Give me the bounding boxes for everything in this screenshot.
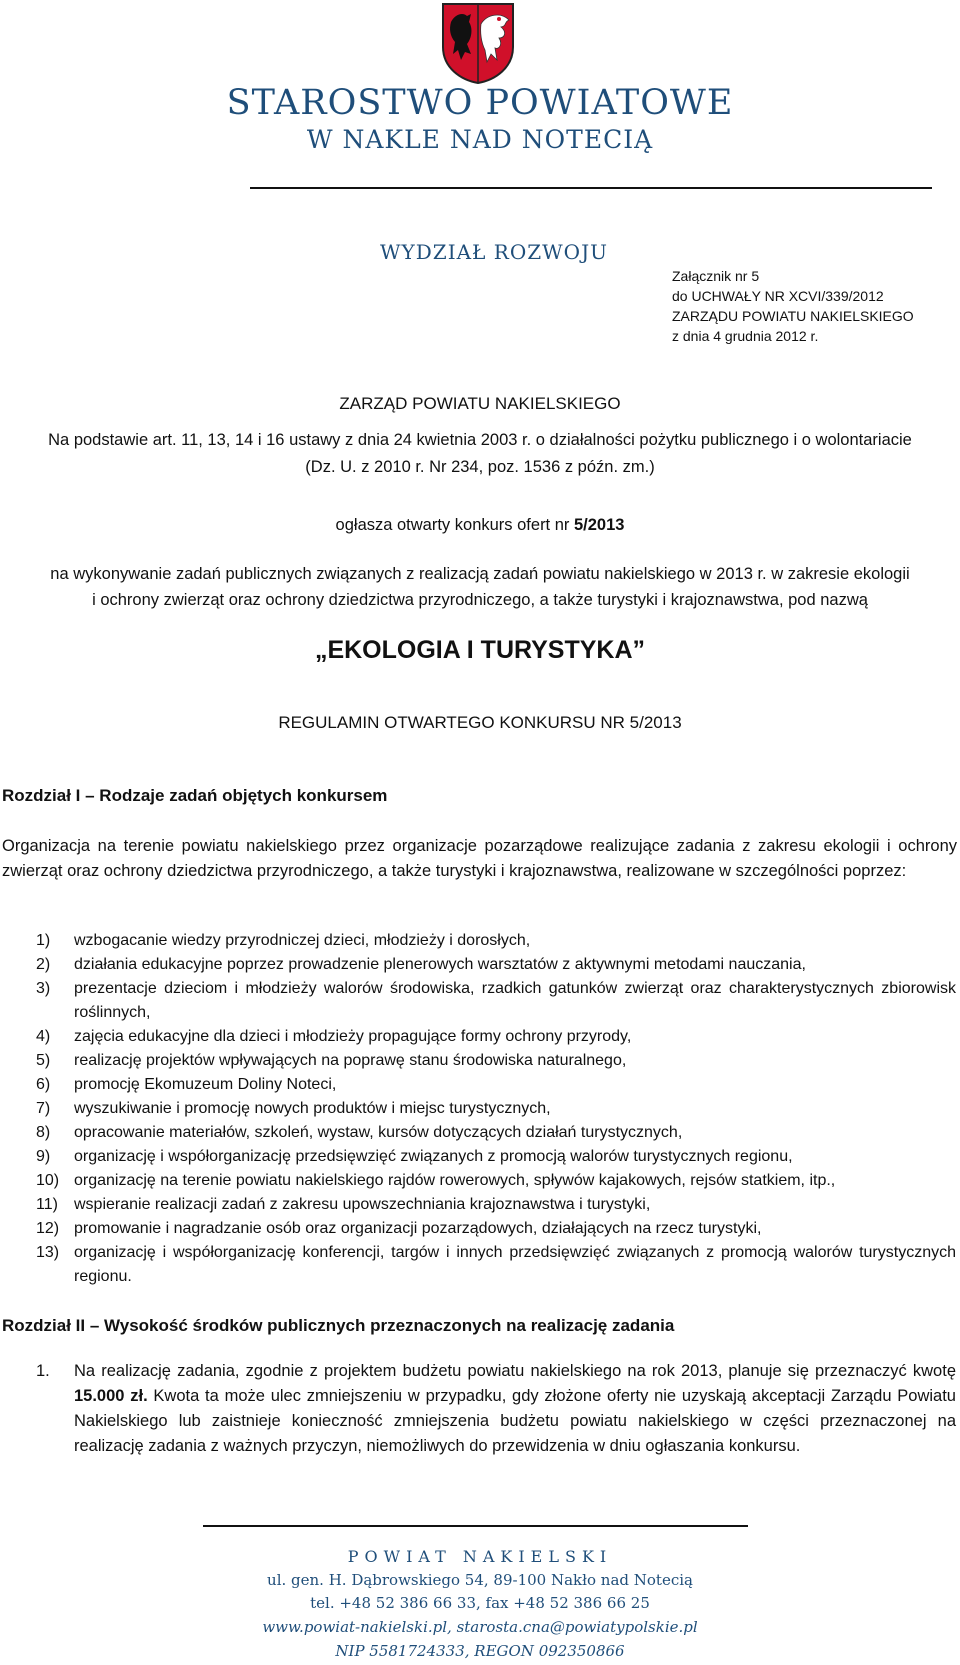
list-text: organizację na terenie powiatu nakielskiego rajdów rowerowych, spływów kajakowych, rejsów statkiem, itp.,	[74, 1172, 836, 1189]
funding-text: Kwota ta może ulec zmniejszeniu w przypadku, gdy złożone oferty nie uzyskają akceptacji Zarządu Powiatu Nakielskiego lub zaistnieje konieczność zmniejszenia budżetu powiatu nakielskiego w części przeznaczonej na realizację zadania z ważnych przyczyn, niemożliwych do przewidzenia w dniu ogłaszania konkursu.	[74, 1387, 956, 1455]
annex-line: ZARZĄDU POWIATU NAKIELSKIEGO	[672, 308, 914, 324]
list-text: promocję Ekomuzeum Doliny Noteci,	[74, 1076, 337, 1093]
list-text: działania edukacyjne poprzez prowadzenie plenerowych warsztatów z aktywnymi metodami nauczania,	[74, 956, 806, 973]
task-list	[36, 929, 956, 1289]
funding-list	[36, 1359, 956, 1459]
list-item	[36, 953, 956, 977]
list-item	[36, 1025, 956, 1049]
list-text	[74, 1359, 956, 1459]
coat-of-arms-logo	[441, 2, 515, 85]
list-number: 11)	[36, 1196, 58, 1213]
list-number: 7)	[36, 1100, 51, 1117]
list-item	[36, 1217, 956, 1241]
list-item	[36, 929, 956, 953]
annex-line: do UCHWAŁY NR XCVI/339/2012	[672, 288, 884, 304]
legal-basis-line: (Dz. U. z 2010 r. Nr 234, poz. 1536 z późn. zm.)	[305, 458, 655, 476]
list-text: zajęcia edukacyjne dla dzieci i młodzieży propagujące formy ochrony przyrody,	[74, 1028, 632, 1045]
list-item	[36, 1049, 956, 1073]
chapter-heading: Rozdział I – Rodzaje zadań objętych konkursem	[2, 786, 388, 805]
footer-address: ul. gen. H. Dąbrowskiego 54, 89-100 Nakło nad Notecią	[267, 1571, 693, 1589]
list-text: prezentacje dzieciom i młodzieży walorów środowiska, rzadkich gatunków zwierząt oraz charakterystycznych zbiorowisk roślinnych,	[74, 980, 956, 1021]
list-number: 5)	[36, 1052, 51, 1069]
list-number: 8)	[36, 1124, 51, 1141]
annex-line: Załącznik nr 5	[672, 268, 760, 284]
list-text: wspieranie realizacji zadań z zakresu upowszechniania krajoznawstwa i turystyki,	[74, 1196, 651, 1213]
list-item	[36, 1359, 956, 1459]
footer-org: POWIAT NAKIELSKI	[347, 1547, 613, 1566]
footer-web: www.powiat-nakielski.pl, starosta.cna@powiatypolskie.pl	[262, 1618, 698, 1636]
list-number: 12)	[36, 1220, 60, 1237]
list-text: promowanie i nagradzanie osób oraz organizacji pozarządowych, działających na rzecz turystyki,	[74, 1220, 762, 1237]
org-name: STAROSTWO POWIATOWE	[226, 83, 734, 123]
annex-line: z dnia 4 grudnia 2012 r.	[672, 328, 819, 344]
list-text: wyszukiwanie i promocję nowych produktów i miejsc turystycznych,	[74, 1100, 551, 1117]
list-number: 10)	[36, 1172, 60, 1189]
list-number: 6)	[36, 1076, 51, 1093]
list-text: organizację i współorganizację przedsięwzięć związanych z promocją walorów turystycznych regionu,	[74, 1148, 793, 1165]
list-item	[36, 1121, 956, 1145]
list-number: 13)	[36, 1244, 60, 1261]
list-item	[36, 1073, 956, 1097]
annex-block	[672, 266, 914, 346]
tasks-line: i ochrony zwierząt oraz ochrony dziedzictwa przyrodniczego, a także turystyki i krajoznawstwa, pod nazwą	[92, 591, 868, 609]
list-text: realizację projektów wpływających na poprawę stanu środowiska naturalnego,	[74, 1052, 627, 1069]
list-item	[36, 1097, 956, 1121]
announcement	[0, 516, 960, 535]
list-text: organizację i współorganizację konferencji, targów i innych przedsięwzięć związanych z promocją walorów turystycznych regionu.	[74, 1244, 956, 1285]
tasks-line: na wykonywanie zadań publicznych związanych z realizacją zadań powiatu nakielskiego w 2013 r. w zakresie ekologii	[50, 565, 910, 583]
funding-amount: 15.000 zł.	[74, 1387, 148, 1405]
list-item	[36, 1241, 956, 1289]
header-divider	[250, 187, 932, 189]
footer-divider	[203, 1525, 748, 1527]
list-item	[36, 1193, 956, 1217]
department-name: WYDZIAŁ ROZWOJU	[380, 240, 608, 264]
list-text: opracowanie materiałów, szkoleń, wystaw, kursów dotyczących działań turystycznych,	[74, 1124, 683, 1141]
footer-phone: tel. +48 52 386 66 33, fax +48 52 386 66 25	[310, 1594, 650, 1612]
list-item	[36, 1145, 956, 1169]
list-text: wzbogacanie wiedzy przyrodniczej dzieci, młodzieży i dorosłych,	[74, 932, 531, 949]
footer-ids: NIP 5581724333, REGON 092350866	[335, 1642, 625, 1660]
list-item	[36, 977, 956, 1025]
list-item	[36, 1169, 956, 1193]
contest-title: „EKOLOGIA I TURYSTYKA”	[314, 636, 646, 664]
board-name: ZARZĄD POWIATU NAKIELSKIEGO	[339, 394, 621, 413]
org-subtitle: W NAKLE NAD NOTECIĄ	[306, 125, 654, 154]
list-number: 4)	[36, 1028, 51, 1045]
list-number: 3)	[36, 980, 51, 997]
regulation-title: REGULAMIN OTWARTEGO KONKURSU NR 5/2013	[278, 713, 682, 732]
list-number: 1)	[36, 932, 51, 949]
funding-text: Na realizację zadania, zgodnie z projektem budżetu powiatu nakielskiego na rok 2013, planuje się przeznaczyć kwotę	[74, 1362, 956, 1380]
list-number: 2)	[36, 956, 51, 973]
chapter-heading: Rozdział II – Wysokość środków publicznych przeznaczonych na realizację zadania	[2, 1316, 675, 1335]
chapter-intro: Organizacja na terenie powiatu nakielskiego przez organizacje pozarządowe realizujące zadania z zakresu ekologii i ochrony zwierząt oraz ochrony dziedzictwa przyrodniczego, a także turystyki i krajoznawstwa, realizowane w szczególności poprzez:	[2, 837, 957, 880]
announcement-text: ogłasza otwarty konkurs ofert nr	[335, 516, 574, 534]
contest-number: 5/2013	[573, 516, 625, 534]
legal-basis-line: Na podstawie art. 11, 13, 14 i 16 ustawy z dnia 24 kwietnia 2003 r. o działalności pożytku publicznego i o wolontariacie	[48, 431, 912, 449]
list-number: 1.	[36, 1362, 50, 1380]
list-number: 9)	[36, 1148, 51, 1165]
